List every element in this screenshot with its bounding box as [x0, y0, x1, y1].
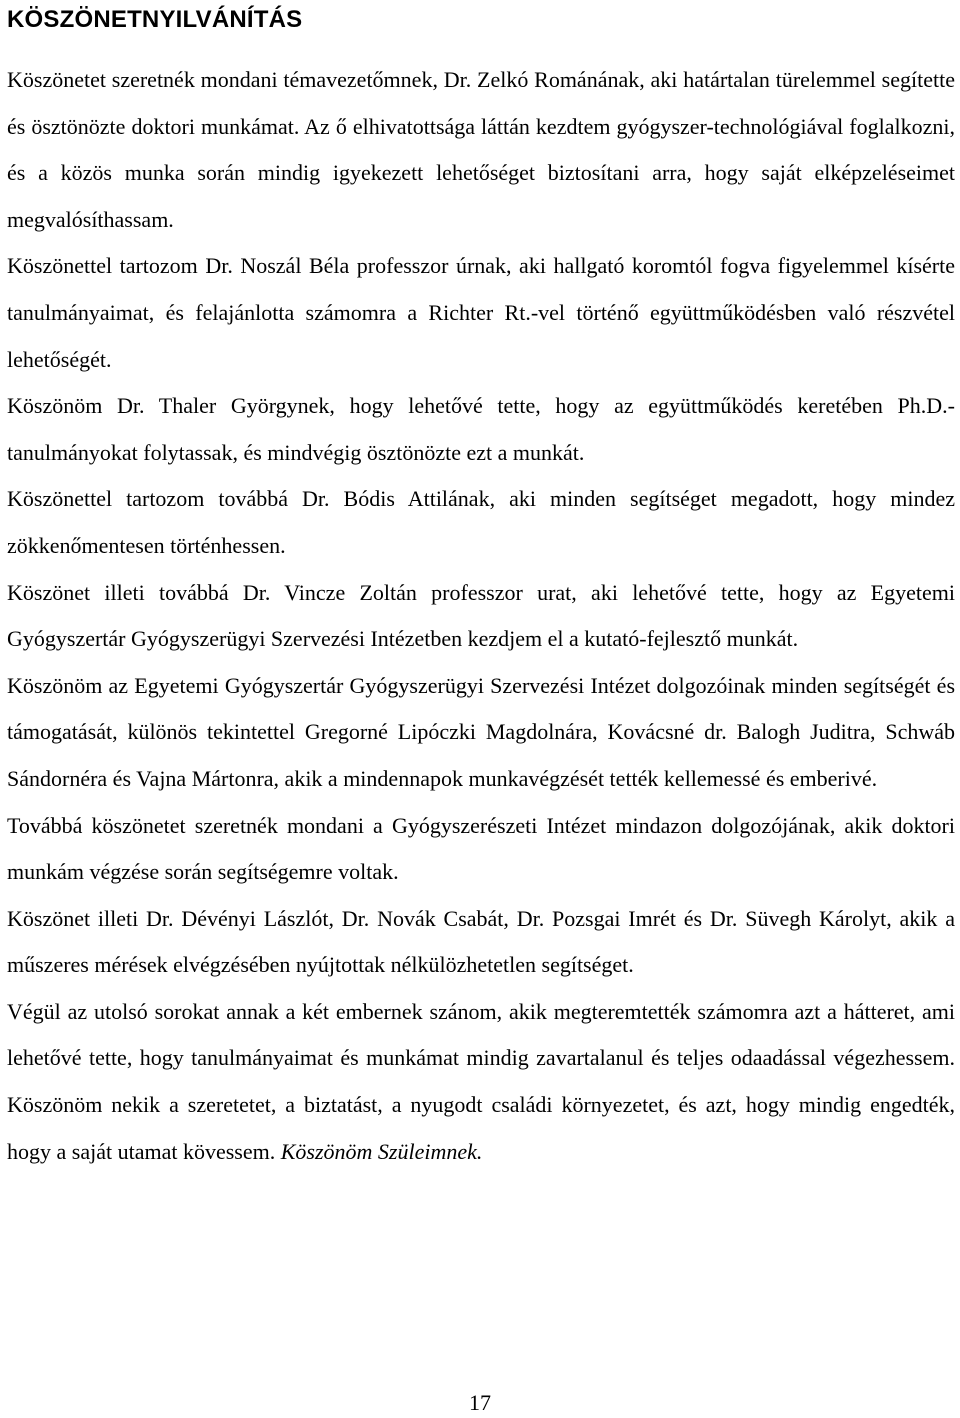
document-page [7, 0, 955, 1175]
paragraph-vincze: Köszönet illeti továbbá Dr. Vincze Zoltán professzor urat, aki lehetővé tette, hogy az Egyetemi Gyógyszertár Gyógyszerügyi Szervezési Intézetben kezdjem el a kutató-fejlesztő munkát. [7, 579, 955, 652]
page-heading: KÖSZÖNETNYILVÁNÍTÁS [7, 6, 303, 33]
parents-closing: Köszönöm Szüleimnek. [280, 1138, 483, 1164]
parents-text: Végül az utolsó sorokat annak a két embernek szánom, akik megteremtették számomra azt a hátteret, ami lehetővé tette, hogy tanulmányaimat és munkámat mindig zavartalanul és teljes odaadással végezhessem. Köszönöm nekik a szeretetet, a biztatást, a nyugodt családi környezetet, és azt, hogy mindig engedték, hogy a saját utamat kövessem. [7, 998, 955, 1164]
paragraph-instrumental-measurements: Köszönet illeti Dr. Dévényi Lászlót, Dr. Novák Csabát, Dr. Pozsgai Imrét és Dr. Süvegh Károlyt, akik a műszeres mérések elvégzésében nyújtottak nélkülözhetetlen segítséget. [7, 905, 955, 978]
acknowledgement-body [7, 57, 955, 1175]
paragraph-noszal: Köszönettel tartozom Dr. Noszál Béla professzor úrnak, aki hallgató koromtól fogva figyelemmel kísérte tanulmányaimat, és felajánlotta számomra a Richter Rt.-vel történő együttműködésben való részvétel lehetőségét. [7, 253, 955, 372]
paragraph-institute-staff: Köszönöm az Egyetemi Gyógyszertár Gyógyszerügyi Szervezési Intézet dolgozóinak minden segítségét és támogatását, különös tekintettel Gregorné Lipóczki Magdolnára, Kovácsné dr. Balogh Juditra, Schwáb Sándornéra és Vajna Mártonra, akik a mindennapok munkavégzését tették kellemessé és emberivé. [7, 672, 955, 791]
paragraph-bodis: Köszönettel tartozom továbbá Dr. Bódis Attilának, aki minden segítséget megadott, hogy mindez zökkenőmentesen történhessen. [7, 486, 955, 558]
page-number: 17 [469, 1390, 491, 1415]
paragraph-pharmaceutical-institute: Továbbá köszönetet szeretnék mondani a Gyógyszerészeti Intézet mindazon dolgozójának, akik doktori munkám végzése során segítségemre voltak. [7, 812, 955, 885]
paragraph-supervisor: Köszönetet szeretnék mondani témavezetőmnek, Dr. Zelkó Románának, aki határtalan türelemmel segítette és ösztönözte doktori munkámat. Az ő elhivatottsága láttán kezdtem gyógyszer-technológiával foglalkozni, és a közös munka során mindig igyekezett lehetőséget biztosítani arra, hogy saját elképzeléseimet megvalósíthassam. [7, 67, 955, 232]
paragraph-parents [7, 989, 955, 1175]
paragraph-thaler: Köszönöm Dr. Thaler Györgynek, hogy lehetővé tette, hogy az együttműködés keretében Ph.D.-tanulmányokat folytassak, és mindvégig ösztönözte ezt a munkát. [7, 393, 955, 465]
